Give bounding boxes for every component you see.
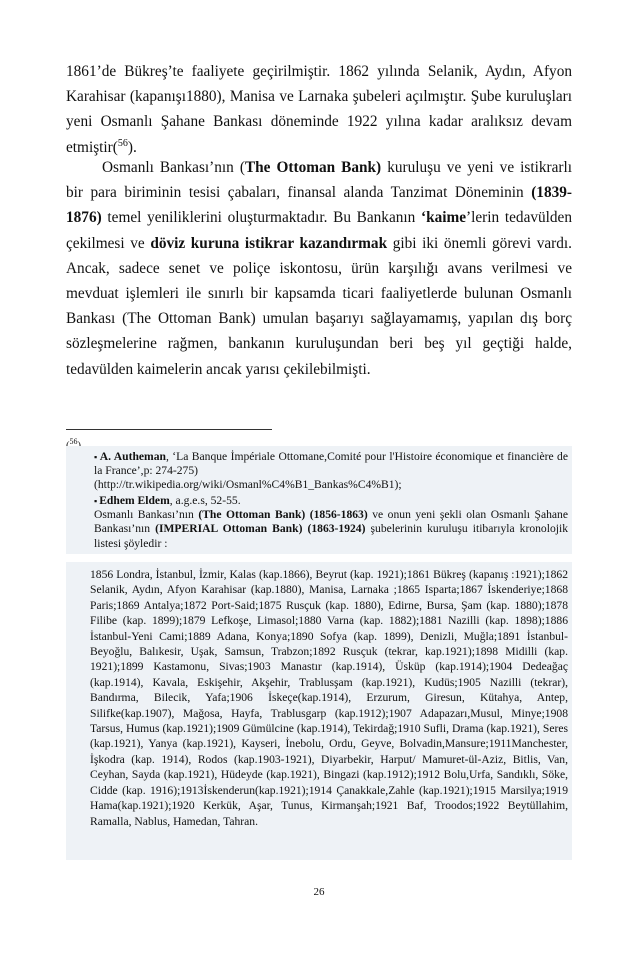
ref1-author: A. Autheman xyxy=(99,450,166,463)
bullet-icon: ▪ xyxy=(94,496,98,506)
p2-text-c: kuruluşu ve yeni ve istikrarlı bir para biriminin tesisi çabaları, finansal alanda Tanzimat Döneminin xyxy=(66,159,572,202)
paragraph-1-end: ). xyxy=(127,138,137,156)
branch-list: 1856 Londra, İstanbul, İzmir, Kalas (kap.1866), Beyrut (kap. 1921);1861 Bükreş (kapanış :1921);1862 Selanik, Aydın, Afyon Karahisar (kap.1880), Manisa, Larnaka ;1865 Isparta;1867 İskenderiye;1868 Paris;1869 Antalya;1872 Port-Said;1875 Rusçuk (kap. 1880), Edirne, Bursa, Şam (kap. 1880);1878 Filibe (kap. 1899);1879 Lefkoşe, Limasol;1880 Varna (kap. 1882);1881 Nazilli (kap. 1898);1886 İstanbul-Yeni Cami;1889 Adana, Konya;1890 Sofya (kap. 1899), Denizli, Muğla;1891 İstanbul-Beyoğlu, Balıkesir, Uşak, Samsun, Trabzon;1892 Rusçuk (tekrar, kap.1921);1898 Midilli (kap. 1921);1899 Kastamonu, Sivas;1903 Manastır (kap.1914), Üsküp (kap.1914);1904 Dedeağaç (kap.1914), Kavala, Eskişehir, Akşehir, Trablusşam (kap.1921), Kudüs;1905 Nazilli (tekrar), Bandırma, Bilecik, Yafa;1906 İskeçe(kap.1914), Erzurum, Giresun, Kütahya, Antep, Silifke(kap.1907), Mağosa, Hayfa, Trablusgarp (kap.1912);1907 Adapazarı,Musul, Minye;1908 Tarsus, Humus (kap.1921);1909 Gümülcine (kap.1914), Tekirdağ;1910 Sufli, Drama (kap.1921), Seres (kap.1921), Yanya (kap.1921), Kayseri, İnebolu, Ordu, Geyve, Bolvadin,Mansure;1911Manchester, İşkodra (kap. 1914), Rodos (kap.1903-1921), Diyarbekir, Harput/ Mamuret-ül-Aziz, Bitlis, Van, Ceyhan, Sayda (kap.1921), Hüdeyde (kap.1921), Bingazi (kap.1912);1912 Bolu,Urfa, Sandıklı, Söke, Cidde (kap. 1916);1913İskenderun(kap.1921);1914 Çanakkale,Zahle (kap.1921);1915 Marsilya;1919 Hama(kap.1921);1920 Kerkük, Aşar, Tunus, Kirmanşah;1921 Baf, Troodos;1922 Beytüllahim, Ramalla, Nablus, Hamedan, Tahran. xyxy=(90,568,568,828)
ref2-desc-c: ve onun yeni şekli olan Osmanlı Şahane Bankası’nın xyxy=(94,508,568,536)
footnote-ref-eldem xyxy=(94,494,568,551)
ref2-desc-d: (IMPERIAL Ottoman Bank) (1863-1924) xyxy=(155,522,366,536)
footnote-ref-autheman xyxy=(94,450,568,493)
ref2-desc-a: Osmanlı Bankası’nın xyxy=(94,508,199,522)
p2-text-i: gibi iki önemli görevi vardı. Ancak, sadece senet ve poliçe iskontosu, ürün karşılığı avans verilmesi ve mevduat işlemleri ile sınırlı bir kapsamda ticari faaliyetlerde bulunan Osmanlı Bankası (The Ottoman Bank) umulan başarıyı sağlayamamış, yapılan dış borç sözleşmelerine rağmen, bankanın kuruluşundan beri beş yıl geçtiği halde, tedavülden kaimelerin ancak yarısı çekilebilmişti. xyxy=(66,234,572,378)
ref1-link[interactable]: (http://tr.wikipedia.org/wiki/Osmanl%C4%B1_Bankas%C4%B1); xyxy=(94,478,402,492)
ref1-text: , ‘La Banque İmpériale Ottomane,Comité pour l'Histoire économique et financière de la France’,p: 274-275) xyxy=(94,450,568,478)
p2-text-e: temel yeniliklerini oluşturmaktadır. Bu Bankanın xyxy=(101,209,421,227)
p2-bold-kaime: ‘kaime xyxy=(421,209,467,227)
p2-text-a: Osmanlı Bankası’nın ( xyxy=(102,159,245,176)
fn-marker-num: 56 xyxy=(69,437,78,446)
p2-text-g: ’lerin tedavülden çekilmesi ve xyxy=(66,209,572,252)
paragraph-1-text: 1861’de Bükreş’te faaliyete geçirilmiştir. 1862 yılında Selanik, Aydın, Afyon Karahisar (kapanışı1880), Manisa ve Larnaka şubeleri açılmıştır. Şube kuruluşları yeni Osmanlı Şahane Bankası döneminde 1922 yılına kadar aralıksız devam etmiştir( xyxy=(66,63,572,156)
page-number: 26 xyxy=(313,886,325,898)
footnote-ref[interactable]: 56 xyxy=(117,137,128,149)
ref2-author: Edhem Eldem xyxy=(99,494,170,507)
footnote-separator xyxy=(66,429,272,430)
paragraph-1 xyxy=(66,59,572,160)
paragraph-2 xyxy=(66,155,572,382)
ref2-desc-b: (The Ottoman Bank) (1856-1863) xyxy=(198,508,368,522)
p2-bold-years: (1839-1876) xyxy=(66,184,572,227)
ref2-desc-e: şubelerinin kuruluşu itibarıyla kronolojik listesi şöyledir : xyxy=(94,522,568,550)
ref2-text: , a.g.e.s, 52-55. xyxy=(169,494,241,507)
p2-bold-ottoman-bank: The Ottoman Bank) xyxy=(244,159,382,176)
bullet-icon: ▪ xyxy=(94,452,98,462)
p2-bold-doviz: döviz kuruna istikrar kazandırmak xyxy=(150,234,388,252)
